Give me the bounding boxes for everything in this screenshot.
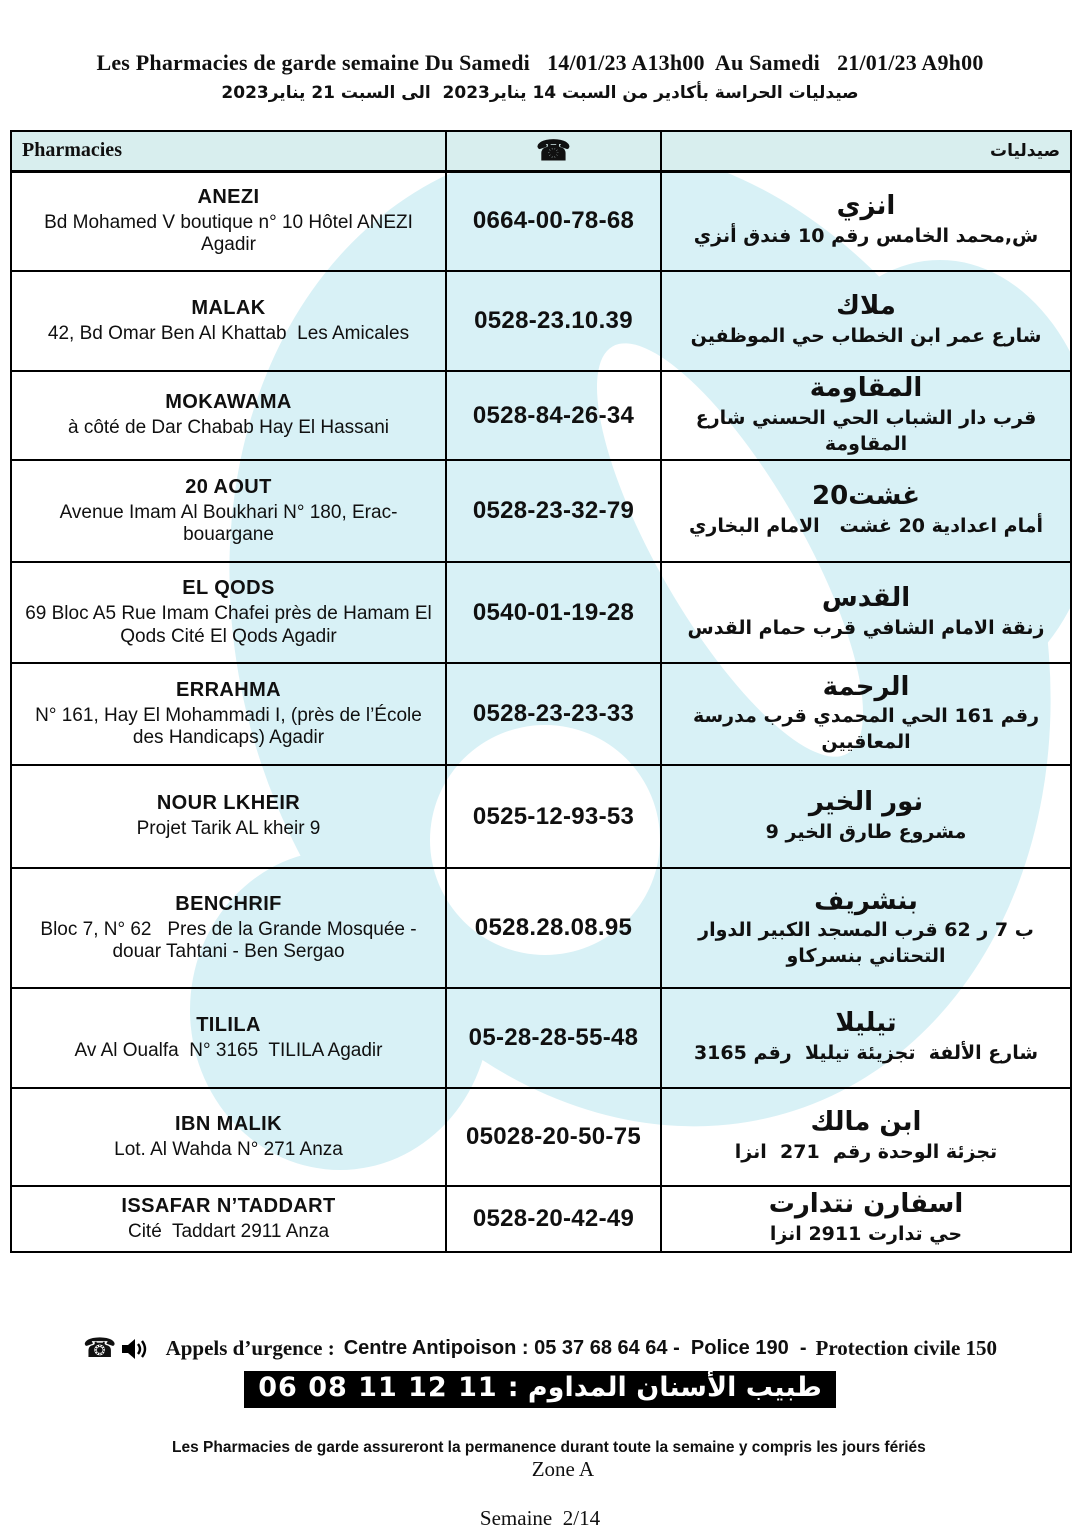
loudspeaker-icon bbox=[121, 1338, 147, 1360]
pharmacy-name-arabic: الرحمة bbox=[822, 671, 910, 702]
pharmacy-name-arabic: نور الخير bbox=[808, 786, 924, 817]
phone-number: 0528-23-23-33 bbox=[446, 663, 661, 765]
pharmacy-name: ANEZI bbox=[197, 185, 260, 208]
phone-number: 0528-23.10.39 bbox=[446, 271, 661, 371]
pharmacy-name: ISSAFAR N’TADDART bbox=[121, 1194, 336, 1217]
column-header-arabic: صيدليات bbox=[661, 131, 1071, 171]
phone-number: 0528-84-26-34 bbox=[446, 371, 661, 460]
protection-civile: Protection civile 150 bbox=[815, 1336, 998, 1361]
pharmacy-table bbox=[10, 130, 1072, 1253]
table-row bbox=[11, 988, 1071, 1088]
pharmacy-name: EL QODS bbox=[182, 577, 275, 600]
pharmacy-name: NOUR LKHEIR bbox=[156, 792, 301, 815]
pharmacy-address-arabic: ب 7 ر 62 قرب المسجد الكبير الدوار التحتاني بنسركاو bbox=[691, 919, 1034, 968]
table-row bbox=[11, 562, 1071, 663]
phone-number: 0525-12-93-53 bbox=[446, 765, 661, 868]
pharmacy-address-arabic: مشروع طارق الخير 9 bbox=[765, 820, 967, 843]
page-title-arabic: صيدليات الحراسة بأكادير من السبت 14 يناير2023 الى السبت 21 يناير2023 bbox=[221, 83, 859, 103]
pharmacy-name: TILILA bbox=[196, 1013, 261, 1036]
pharmacy-name: BENCHRIF bbox=[175, 892, 282, 915]
table-row bbox=[11, 663, 1071, 765]
emergency-numbers: Centre Antipoison : 05 37 68 64 64 - Police 190 - bbox=[343, 1337, 807, 1360]
week-number: Semaine 2/14 bbox=[479, 1506, 601, 1528]
permanence-note-line bbox=[0, 1421, 1080, 1500]
emergency-contacts-line bbox=[0, 1333, 1080, 1365]
pharmacy-address-arabic: زنقة الامام الشافي قرب حمام القدس bbox=[687, 616, 1045, 639]
zone-label: Zone A bbox=[531, 1457, 595, 1482]
pharmacy-name-arabic: ملاك bbox=[836, 291, 896, 322]
pharmacy-address: 42, Bd Omar Ben Al Khattab Les Amicales bbox=[47, 322, 410, 344]
emergency-icons bbox=[82, 1333, 147, 1365]
pharmacy-name: ERRAHMA bbox=[175, 678, 282, 701]
pharmacy-name-arabic: ابن مالك bbox=[810, 1107, 922, 1138]
pharmacy-address-arabic: رقم 161 الحي المحمدي قرب مدرسة المعاقيين bbox=[686, 705, 1040, 754]
pharmacy-address: 69 Bloc A5 Rue Imam Chafei près de Hamam El Qods Cité El Qods Agadir bbox=[25, 603, 438, 647]
phone-icon: ☎ bbox=[82, 1333, 117, 1365]
column-header-pharmacies: Pharmacies bbox=[11, 131, 446, 171]
phone-number: 0528.28.08.95 bbox=[446, 868, 661, 988]
dentist-on-duty-banner bbox=[244, 1371, 836, 1408]
phone-number: 0528-20-42-49 bbox=[446, 1186, 661, 1252]
table-row bbox=[11, 765, 1071, 868]
pharmacy-address: Projet Tarik AL kheir 9 bbox=[136, 818, 321, 840]
pharmacy-name: MALAK bbox=[191, 296, 266, 319]
dentist-banner-label: طبيب الأسنان المداوم : bbox=[507, 1372, 822, 1404]
phone-number: 0528-23-32-79 bbox=[446, 460, 661, 562]
pharmacy-address-arabic: ش,محمد الخامس رقم 10 فندق أنزي bbox=[693, 225, 1039, 248]
pharmacy-name: IBN MALIK bbox=[175, 1112, 282, 1135]
pharmacy-address-arabic: تجزئة الوحدة رقم 271 انزا bbox=[734, 1141, 998, 1164]
pharmacy-name-arabic: اسفارن نتدارت bbox=[768, 1189, 964, 1220]
telephone-icon: ☎ bbox=[446, 131, 661, 171]
pharmacy-address-arabic: شارع عمر ابن الخطاب حي الموظفين bbox=[690, 325, 1042, 348]
phone-number: 05-28-28-55-48 bbox=[446, 988, 661, 1088]
pharmacy-address: Bloc 7, N° 62 Pres de la Grande Mosquée - douar Tahtani - Ben Sergao bbox=[40, 918, 422, 963]
phone-number: 0540-01-19-28 bbox=[446, 562, 661, 663]
pharmacy-table-section bbox=[10, 130, 1070, 1253]
pharmacy-address: N° 161, Hay El Mohammadi I, (près de l’École des Handicaps) Agadir bbox=[35, 704, 428, 749]
pharmacy-name: MOKAWAMA bbox=[165, 391, 292, 414]
pharmacy-name-arabic: تيليلا bbox=[835, 1008, 897, 1039]
pharmacy-address-arabic: حي تدارت 2911 انزا bbox=[769, 1223, 963, 1246]
pharmacy-address-arabic: أمام اعدادية 20 غشت الامام البخاري bbox=[689, 515, 1043, 538]
pharmacy-address: à côté de Dar Chabab Hay El Hassani bbox=[67, 417, 390, 439]
table-row bbox=[11, 460, 1071, 562]
table-row bbox=[11, 271, 1071, 371]
phone-number: 05028-20-50-75 bbox=[446, 1088, 661, 1186]
table-body bbox=[11, 171, 1071, 1252]
table-row bbox=[11, 1088, 1071, 1186]
pharmacy-address: Av Al Oualfa N° 3165 TILILA Agadir bbox=[74, 1039, 383, 1061]
pharmacy-name: 20 AOUT bbox=[185, 475, 272, 498]
phone-number: 0664-00-78-68 bbox=[446, 171, 661, 271]
table-row bbox=[11, 1186, 1071, 1252]
table-row bbox=[11, 868, 1071, 988]
permanence-note: Les Pharmacies de garde assureront la permanence durant toute la semaine y compris les jours fériés bbox=[172, 1439, 926, 1457]
pharmacy-address: Avenue Imam Al Boukhari N° 180, Erac-bouargane bbox=[59, 501, 398, 546]
pharmacy-address: Lot. Al Wahda N° 271 Anza bbox=[114, 1138, 343, 1160]
pharmacy-name-arabic: المقاومة bbox=[809, 373, 923, 403]
pharmacy-name-arabic: غشت20 bbox=[812, 481, 920, 512]
table-row bbox=[11, 371, 1071, 460]
table-header-row bbox=[11, 131, 1071, 171]
pharmacy-address: Bd Mohamed V boutique n° 10 Hôtel ANEZI Agadir bbox=[44, 211, 418, 256]
dentist-banner-number: 06 08 11 12 11 bbox=[258, 1372, 498, 1404]
pharmacy-address-arabic: شارع الألفة تجزيئة تيليلا رقم 3165 bbox=[693, 1042, 1039, 1065]
table-row bbox=[11, 171, 1071, 271]
pharmacy-name-arabic: القدس bbox=[821, 582, 911, 613]
pharmacy-name-arabic: بنشريف bbox=[814, 885, 918, 916]
document-header bbox=[0, 0, 1080, 103]
page-title: Les Pharmacies de garde semaine Du Samedi 14/01/23 A13h00 Au Samedi 21/01/23 A9h00 bbox=[96, 50, 984, 75]
pharmacy-address: Cité Taddart 2911 Anza bbox=[127, 1220, 330, 1242]
pharmacy-address-arabic: قرب دار الشباب الحي الحسني شارع المقاومة bbox=[689, 406, 1037, 455]
pharmacy-name-arabic: انزي bbox=[836, 191, 896, 222]
emergency-label: Appels d’urgence : bbox=[165, 1336, 335, 1361]
